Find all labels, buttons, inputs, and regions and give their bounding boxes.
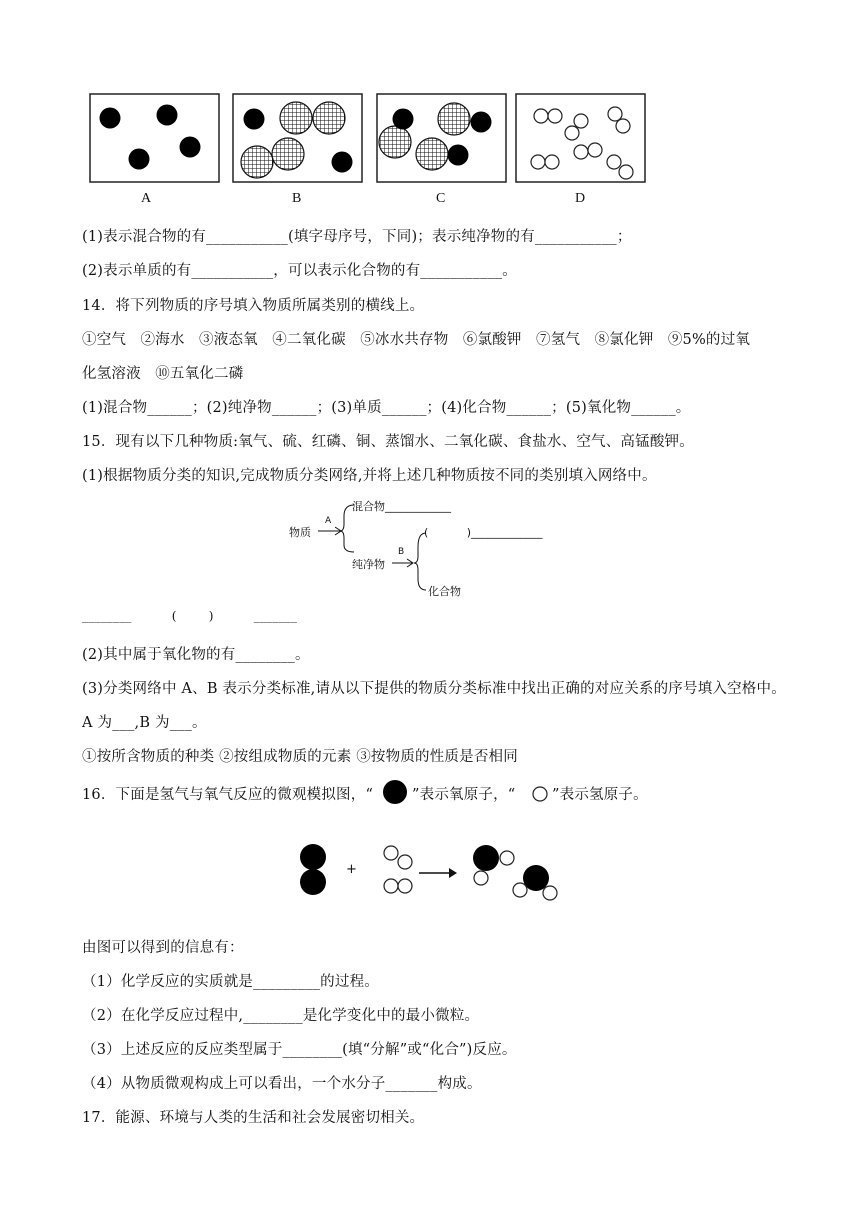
q15-part3-options: ①按所含物质的种类 ②按组成物质的元素 ③按物质的性质是否相同 [82, 749, 518, 765]
q15-under-line: ________ ( ) _______ [82, 609, 298, 623]
q17-stem: 17．能源、环境与人类的生活和社会发展密切相关。 [82, 1110, 425, 1126]
q14-options-line2: 化氢溶液 ⑩五氧化二磷 [82, 366, 244, 382]
network-pure: 纯净物 [352, 558, 385, 571]
q16-sub3: （3）上述反应的反应类型属于________(填“分解”或“化合”)反应。 [82, 1042, 517, 1058]
q14-options-line1: ①空气 ②海水 ③液态氧 ④二氧化碳 ⑤冰水共存物 ⑥氯酸钾 ⑦氢气 ⑧氯化钾 ⑨5%的过氧 [82, 332, 751, 348]
network-compound: 化合物 [428, 585, 461, 598]
q14-blanks: (1)混合物______；(2)纯净物______；(3)单质______；(4)化合物______；(5)氧化物______。 [82, 400, 691, 416]
q15-part1: (1)根据物质分类的知识,完成物质分类网络,并将上述几种物质按不同的类别填入网络中。 [82, 468, 657, 484]
classification-network-lines [318, 505, 426, 590]
box-label-d: D [575, 191, 586, 206]
particle-box-b [233, 94, 362, 182]
q16-intro: 由图可以得到的信息有： [82, 940, 244, 956]
q14-stem: 14．将下列物质的序号填入物质所属类别的横线上。 [82, 298, 425, 314]
q13-part1: (1)表示混合物的有___________(填字母序号，下同)；表示纯净物的有___________； [82, 229, 632, 245]
network-label-a: A [325, 516, 332, 526]
box-label-b: B [292, 191, 302, 206]
oxygen-atom-legend-icon [383, 780, 407, 804]
network-root: 物质 [289, 526, 311, 539]
reaction-plus: + [346, 862, 357, 877]
network-mix: 混合物____________ [352, 500, 451, 513]
box-label-c: C [436, 191, 446, 206]
q16-stem-b: ”表示氧原子，“ [412, 787, 516, 803]
q13-part2: (2)表示单质的有___________，可以表示化合物的有___________。 [82, 263, 517, 279]
q15-part3: (3)分类网络中 A、B 表示分类标准,请从以下提供的物质分类标准中找出正确的对应关系的序号填入空格中。 [82, 681, 786, 697]
q16-sub1: （1）化学反应的实质就是_________的过程。 [82, 974, 379, 990]
q15-part2: (2)其中属于氧化物的有________。 [82, 647, 310, 663]
network-paren: ( )_____________ [424, 526, 543, 539]
network-label-b: B [398, 547, 405, 557]
particle-box-c [377, 94, 506, 182]
q16-sub2: （2）在化学反应过程中,________是化学变化中的最小微粒。 [82, 1008, 480, 1024]
reaction-diagram [300, 844, 557, 900]
particle-box-a [90, 94, 219, 182]
q16-stem-c: ”表示氢原子。 [552, 787, 648, 803]
q15-part3-blanks: A 为___,B 为___。 [82, 715, 207, 731]
q16-stem-a: 16．下面是氢气与氧气反应的微观模拟图，“ [82, 787, 374, 803]
hydrogen-atom-legend-icon [533, 787, 547, 801]
q15-stem: 15．现有以下几种物质:氧气、硫、红磷、铜、蒸馏水、二氧化碳、食盐水、空气、高锰酸钾。 [82, 434, 694, 450]
box-label-a: A [141, 191, 152, 206]
particle-box-d [516, 94, 645, 182]
q16-sub4: （4）从物质微观构成上可以看出，一个水分子_______构成。 [82, 1076, 482, 1092]
